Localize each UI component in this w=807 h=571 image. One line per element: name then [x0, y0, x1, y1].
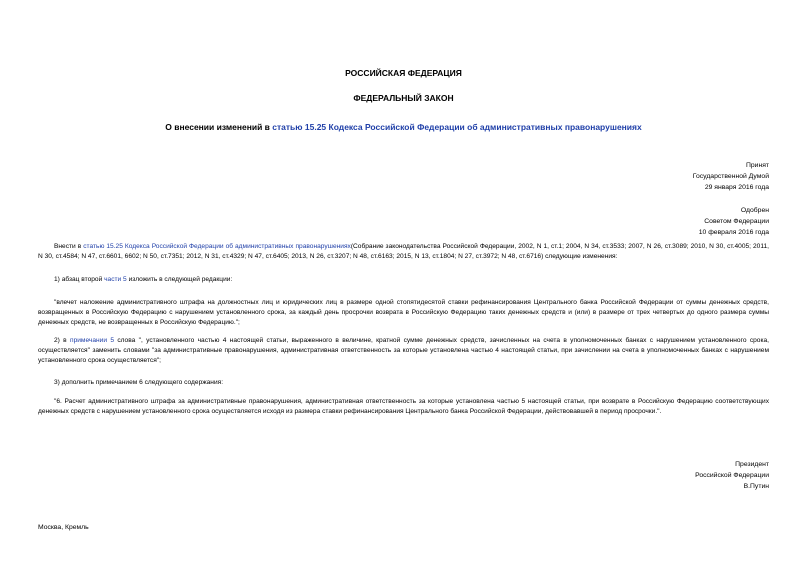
paragraph-item-2 [38, 336, 769, 366]
signature-title: Президент [735, 461, 769, 468]
country-heading: РОССИЙСКАЯ ФЕДЕРАЦИЯ [345, 68, 462, 78]
signature-block [695, 459, 769, 492]
adopted-block [693, 160, 769, 193]
paragraph-intro-suffix: (Собрание законодательства Российской Федерации, 2002, N 1, ст.1; 2004, N 34, ст.3533; 2007, N 26, ст.3089; 2010, N 30, ст.4005; 2011, N 30, ст.4584; N 47, ст.6601, 6602; N 50, ст.7351; 2012, N 31, ст.4329; N 47, ст.6405; 2013, N 26, ст.3207; N 48, ст.6163; 2015, N 13, ст.1804; N 27, ст.3972; N 48, ст.6716) следующие изменения: [38, 243, 769, 260]
adopted-line-2: Государственной Думой [692, 173, 769, 180]
signing-place: Москва, Кремль [38, 524, 89, 531]
paragraph-item-1 [38, 275, 769, 285]
paragraph-quote-1: "влечет наложение административного штрафа на должностных лиц и юридических лиц в размере одной стопятидесятой ставки рефинансирования Центрального банка Российской Федерации от суммы денежных средств, возвращенных в Российскую Федерацию с нарушением установленного срока, за каждый день просрочки возврата в Российскую Федерацию таких денежных средств и (или) в размере от трех четвертых до одного размера суммы денежных средств, не возвращенных в Российскую Федерацию."; [38, 299, 769, 326]
signature-country: Российской Федерации [695, 472, 769, 479]
paragraph-item-1-prefix: 1) абзац второй [54, 276, 105, 283]
approved-line-1: Одобрен [740, 207, 769, 214]
law-title-link[interactable]: статью 15.25 Кодекса Российской Федерации об административных правонарушениях [272, 122, 642, 132]
article-link[interactable]: статью 15.25 Кодекса Российской Федерации об административных правонарушениях [83, 243, 351, 250]
adopted-line-1: Принят [745, 162, 769, 169]
paragraph-quote-2: "6. Расчет административного штрафа за административные правонарушения, административная ответственность за которые установлена частью 5 настоящей статьи, при возврате в Российскую Федерацию соответствующих денежных средств с нарушением установленного срока осуществляется исходя из размера ставки рефинансирования Центрального банка Российской Федерации, действовавшей в период просрочки.". [38, 398, 769, 415]
signature-name: В.Путин [743, 483, 769, 490]
paragraph-item-3: 3) дополнить примечанием 6 следующего содержания: [54, 379, 224, 386]
law-type-heading: ФЕДЕРАЛЬНЫЙ ЗАКОН [353, 93, 454, 103]
paragraph-item-2-suffix: слова ", установленного частью 4 настоящей статьи, выраженного в величине, кратной сумме денежных средств, зачисленных на счета в уполномоченных банках с нарушением установленного срока, осуществляется" заменить словами "за административные правонарушения, административная ответственность за которые установлена частью 4 настоящей статьи, при зачислении на счета в уполномоченных банках с нарушением установленного срока осуществляется"; [38, 337, 769, 364]
approved-block [699, 205, 769, 238]
adopted-date: 29 января 2016 года [704, 184, 769, 191]
approved-line-2: Советом Федерации [704, 218, 769, 225]
law-title-prefix: О внесении изменений в [165, 122, 273, 132]
approved-date: 10 февраля 2016 года [698, 229, 769, 236]
paragraph-intro-prefix: Внести в [54, 243, 84, 250]
law-title [0, 122, 807, 132]
paragraph-intro [38, 242, 769, 262]
part-5-link[interactable]: части 5 [104, 276, 127, 283]
note-5-link[interactable]: примечании 5 [70, 337, 114, 344]
paragraph-item-1-suffix: изложить в следующей редакции: [126, 276, 233, 283]
paragraph-item-2-prefix: 2) в [54, 337, 70, 344]
